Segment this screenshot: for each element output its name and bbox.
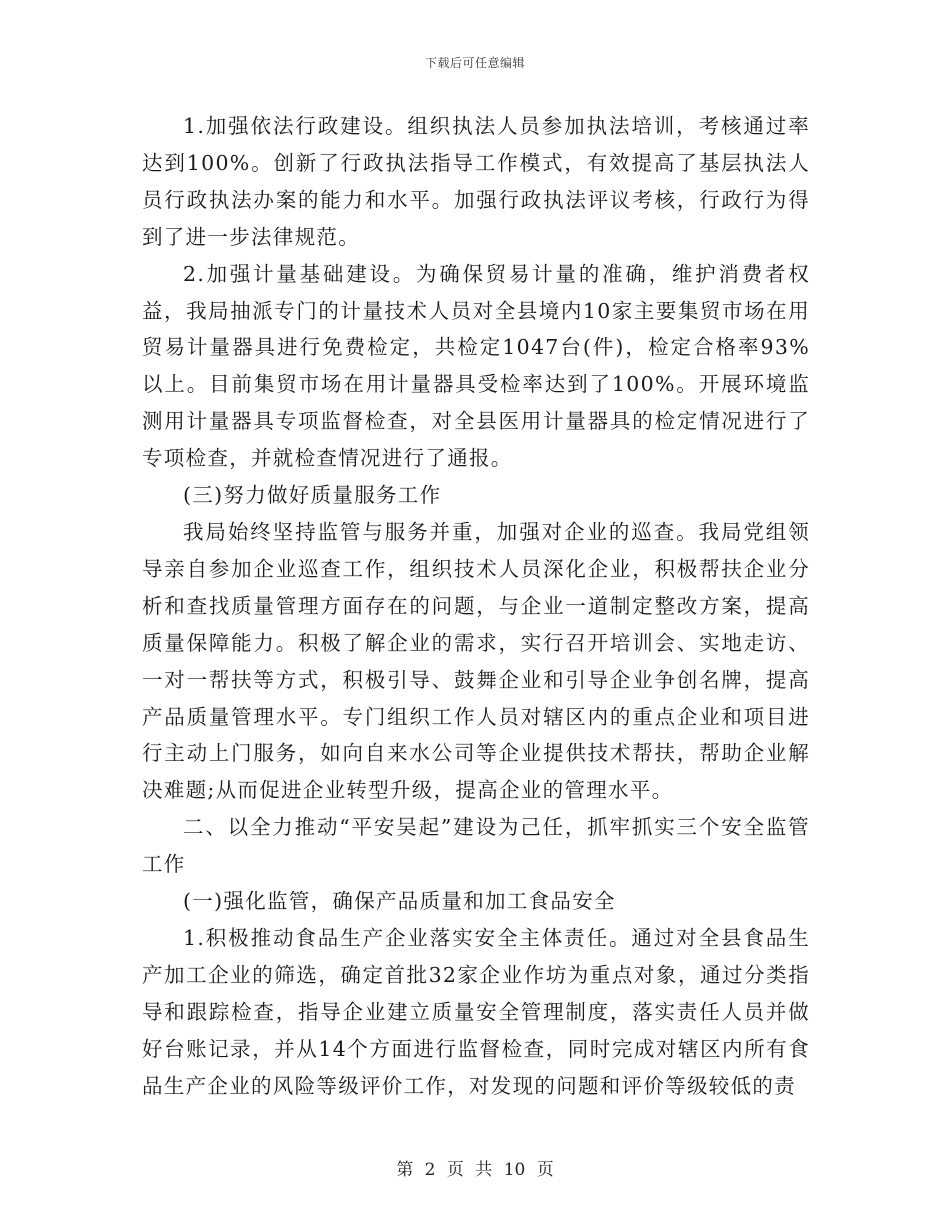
paragraph-admin-law: 1.加强依法行政建设。组织执法人员参加执法培训，考核通过率达到100%。创新了行政执法指导工作模式，有效提高了基层执法人员行政执法办案的能力和水平。加强行政执法评议考核，行政行为得到了进一步法律规范。 [142,114,810,249]
paragraph-food-production: 1.积极推动食品生产企业落实安全主体责任。通过对全县食品生产加工企业的筛选，确定首批32家企业作坊为重点对象，通过分类指导和跟踪检查，指导企业建立质量安全管理制度，落实责任人员并做好台账记录，并从14个方面进行监督检查，同时完成对辖区内所有食品生产企业的风险等级评价工作，对发现的问题和评价等级较低的责 [142,925,810,1098]
page-header: 下载后可任意编辑 [424,56,525,70]
heading-safety-supervision: 二、以全力推动“平安吴起”建设为己任，抓牢抓实三个安全监管工作 [142,815,810,877]
paragraph-metrology: 2.加强计量基础建设。为确保贸易计量的准确，维护消费者权益，我局抽派专门的计量技术人员对全县境内10家主要集贸市场在用贸易计量器具进行免费检定，共检定1047台(件)，检定合格率93%以上。目前集贸市场在用计量器具受检率达到了100%。开展环境监测用计量器具专项监督检查，对全县医用计量器具的检定情况进行了专项检查，并就检查情况进行了通报。 [142,261,810,471]
heading-product-quality: (一)强化监管，确保产品质量和加工食品安全 [183,889,616,914]
heading-quality-service: (三)努力做好质量服务工作 [183,483,442,508]
page-footer: 第 2 页 共 10 页 [396,1160,554,1180]
paragraph-enterprise-service: 我局始终坚持监管与服务并重，加强对企业的巡查。我局党组领导亲自参加企业巡查工作，组织技术人员深化企业，积极帮扶企业分析和查找质量管理方面存在的问题，与企业一道制定整改方案，提高质量保障能力。积极了解企业的需求，实行召开培训会、实地走访、一对一帮扶等方式，积极引导、鼓舞企业和引导企业争创名牌，提高产品质量管理水平。专门组织工作人员对辖区内的重点企业和项目进行主动上门服务，如向自来水公司等企业提供技术帮扶，帮助企业解决难题;从而促进企业转型升级，提高企业的管理水平。 [142,519,810,803]
document-body [142,108,810,1104]
